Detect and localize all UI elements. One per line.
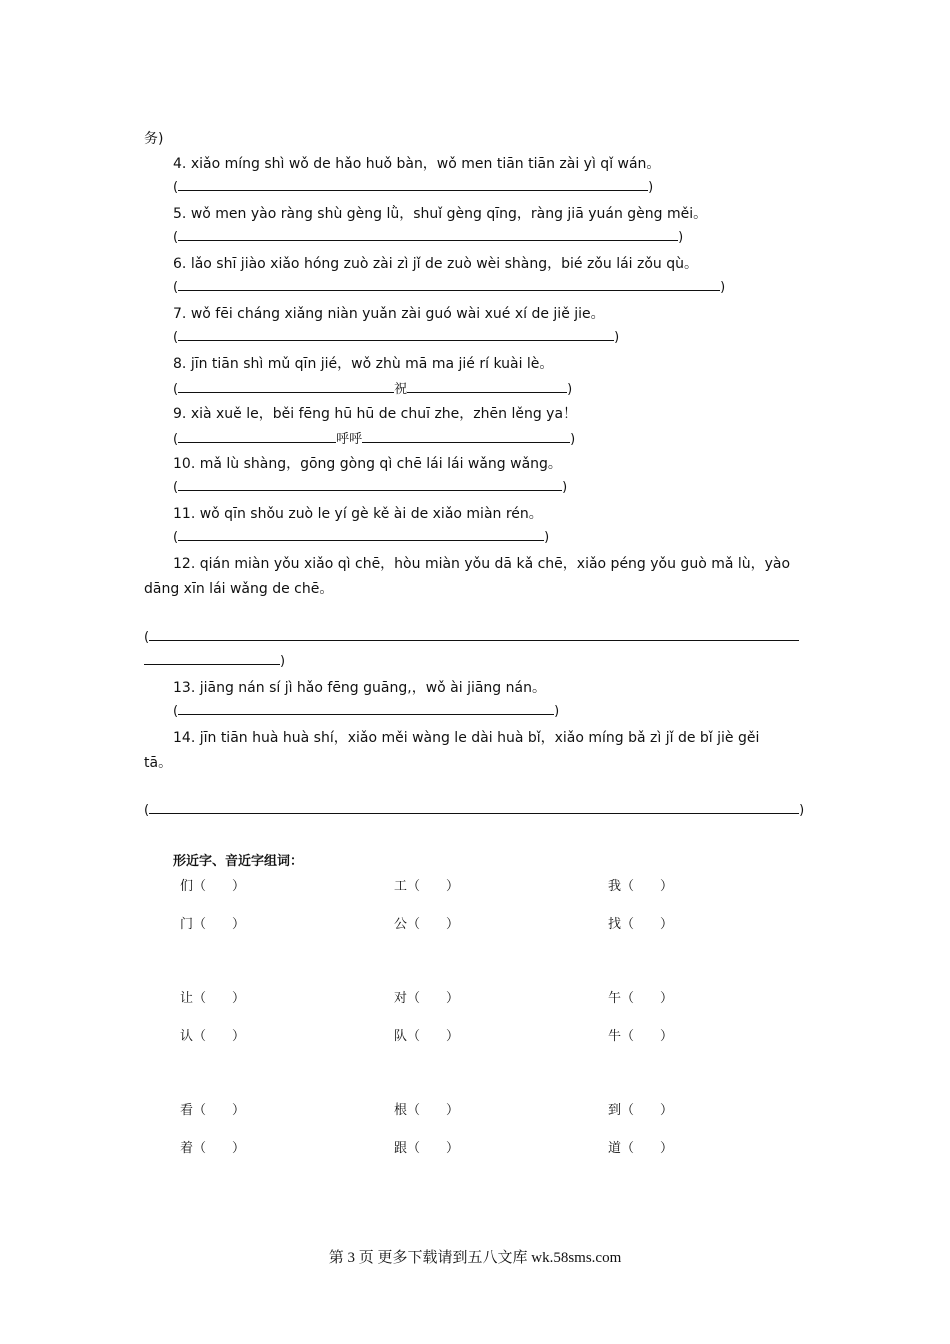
blank-line[interactable] <box>362 430 570 443</box>
question-pinyin: jiāng nán sí jì hǎo fēng guāng,，wǒ ài jiāng nán。 <box>199 680 546 696</box>
word-item[interactable]: 我（ ） <box>608 879 674 894</box>
paren-open: ( <box>173 330 179 345</box>
question-12-continued: dāng xīn lái wǎng de chē。 <box>144 581 334 597</box>
blank-line[interactable] <box>178 228 678 241</box>
blank-line[interactable] <box>178 380 394 393</box>
paren-open: ( <box>173 230 179 245</box>
paren-open: ( <box>173 382 179 397</box>
word-item[interactable]: 着（ ） <box>180 1141 246 1156</box>
word-item[interactable]: 午（ ） <box>608 991 674 1006</box>
paren-open: ( <box>144 803 150 818</box>
answer-line-11[interactable] <box>173 528 549 545</box>
question-number: 6. <box>173 256 187 272</box>
question-pinyin: lǎo shī jiào xiǎo hóng zuò zài zì jǐ de zuò wèi shàng，bié zǒu lái zǒu qù。 <box>190 256 698 272</box>
paren-open: ( <box>173 180 179 195</box>
paren-open: ( <box>173 280 179 295</box>
paren-close: ) <box>648 180 654 195</box>
answer-line-4[interactable] <box>173 178 653 195</box>
question-9 <box>173 403 577 423</box>
question-13 <box>173 677 546 697</box>
paren-close: ) <box>720 280 726 295</box>
question-number: 11. <box>173 506 196 522</box>
word-item[interactable]: 看（ ） <box>180 1103 246 1118</box>
word-item[interactable]: 牛（ ） <box>608 1029 674 1044</box>
question-number: 13. <box>173 680 196 696</box>
answer-line-5[interactable] <box>173 228 683 245</box>
word-item[interactable]: 队（ ） <box>394 1029 460 1044</box>
question-14-continued: tā。 <box>144 755 173 771</box>
question-pinyin: jīn tiān huà huà shí，xiǎo měi wàng le dài huà bǐ，xiǎo míng bǎ zì jǐ de bǐ jiè gěi <box>199 730 760 746</box>
question-number: 5. <box>173 206 187 222</box>
answer-hint: 呼呼 <box>336 432 363 447</box>
question-pinyin: xià xuě le，běi fēng hū hū de chuī zhe，zhēn lěng ya！ <box>190 406 578 422</box>
question-pinyin: wǒ men yào ràng shù gèng lǜ，shuǐ gèng qīng，ràng jiā yuán gèng měi。 <box>190 206 708 222</box>
answer-line-10[interactable] <box>173 478 567 495</box>
question-number: 7. <box>173 306 187 322</box>
word-item[interactable]: 公（ ） <box>394 917 460 932</box>
paren-close: ) <box>614 330 620 345</box>
question-10 <box>173 453 562 473</box>
answer-hint: 祝 <box>394 382 408 397</box>
paren-close: ) <box>570 432 576 447</box>
word-item[interactable]: 工（ ） <box>394 879 460 894</box>
question-12 <box>173 553 790 573</box>
paren-close: ) <box>799 803 805 818</box>
question-7 <box>173 303 605 323</box>
blank-line[interactable] <box>178 702 554 715</box>
paren-close: ) <box>562 480 568 495</box>
word-item[interactable]: 道（ ） <box>608 1141 674 1156</box>
blank-line[interactable] <box>149 801 799 814</box>
carry-over-text: 务) <box>144 131 164 147</box>
paren-close: ) <box>280 654 286 669</box>
word-item[interactable]: 让（ ） <box>180 991 246 1006</box>
question-pinyin: wǒ fēi cháng xiǎng niàn yuǎn zài guó wài xué xí de jiě jie。 <box>190 306 605 322</box>
blank-line[interactable] <box>178 478 562 491</box>
blank-line[interactable] <box>149 628 799 641</box>
question-number: 8. <box>173 356 187 372</box>
word-item[interactable]: 对（ ） <box>394 991 460 1006</box>
paren-open: ( <box>144 630 150 645</box>
answer-line-12b[interactable] <box>144 652 285 669</box>
question-5 <box>173 203 707 223</box>
question-14 <box>173 727 759 747</box>
question-pinyin: xiǎo míng shì wǒ de hǎo huǒ bàn，wǒ men tiān tiān zài yì qǐ wán。 <box>190 156 661 172</box>
blank-line[interactable] <box>178 430 336 443</box>
answer-line-7[interactable] <box>173 328 619 345</box>
answer-line-6[interactable] <box>173 278 725 295</box>
answer-line-8[interactable] <box>173 378 572 397</box>
word-item[interactable]: 认（ ） <box>180 1029 246 1044</box>
paren-close: ) <box>567 382 573 397</box>
section-title: 形近字、音近字组词： <box>173 854 304 869</box>
blank-line[interactable] <box>144 652 280 665</box>
question-number: 4. <box>173 156 187 172</box>
answer-line-12[interactable] <box>144 628 799 645</box>
paren-close: ) <box>544 530 550 545</box>
blank-line[interactable] <box>178 528 544 541</box>
question-11 <box>173 503 543 523</box>
blank-line[interactable] <box>178 278 720 291</box>
word-item[interactable]: 到（ ） <box>608 1103 674 1118</box>
question-6 <box>173 253 698 273</box>
answer-line-14[interactable] <box>144 801 804 818</box>
question-pinyin: jīn tiān shì mǔ qīn jié，wǒ zhù mā ma jié rí kuài lè。 <box>190 356 554 372</box>
answer-line-13[interactable] <box>173 702 559 719</box>
answer-line-9[interactable] <box>173 428 575 447</box>
question-8 <box>173 353 553 373</box>
paren-open: ( <box>173 480 179 495</box>
word-item[interactable]: 根（ ） <box>394 1103 460 1118</box>
question-4 <box>173 153 660 173</box>
question-number: 14. <box>173 730 196 746</box>
blank-line[interactable] <box>178 328 614 341</box>
word-item[interactable]: 跟（ ） <box>394 1141 460 1156</box>
question-pinyin: qián miàn yǒu xiǎo qì chē，hòu miàn yǒu dā kǎ chē，xiǎo péng yǒu guò mǎ lù，yào <box>199 556 791 572</box>
paren-close: ) <box>554 704 560 719</box>
word-item[interactable]: 找（ ） <box>608 917 674 932</box>
question-number: 12. <box>173 556 196 572</box>
blank-line[interactable] <box>407 380 567 393</box>
paren-open: ( <box>173 704 179 719</box>
blank-line[interactable] <box>178 178 648 191</box>
question-pinyin: wǒ qīn shǒu zuò le yí gè kě ài de xiǎo miàn rén。 <box>199 506 543 522</box>
word-item[interactable]: 们（ ） <box>180 879 246 894</box>
page-footer: 第 3 页 更多下载请到五八文库 wk.58sms.com <box>328 1250 622 1266</box>
question-number: 10. <box>173 456 196 472</box>
paren-close: ) <box>678 230 684 245</box>
question-pinyin: mǎ lù shàng，gōng gòng qì chē lái lái wǎng wǎng。 <box>199 456 562 472</box>
question-number: 9. <box>173 406 187 422</box>
paren-open: ( <box>173 530 179 545</box>
word-item[interactable]: 门（ ） <box>180 917 246 932</box>
paren-open: ( <box>173 432 179 447</box>
